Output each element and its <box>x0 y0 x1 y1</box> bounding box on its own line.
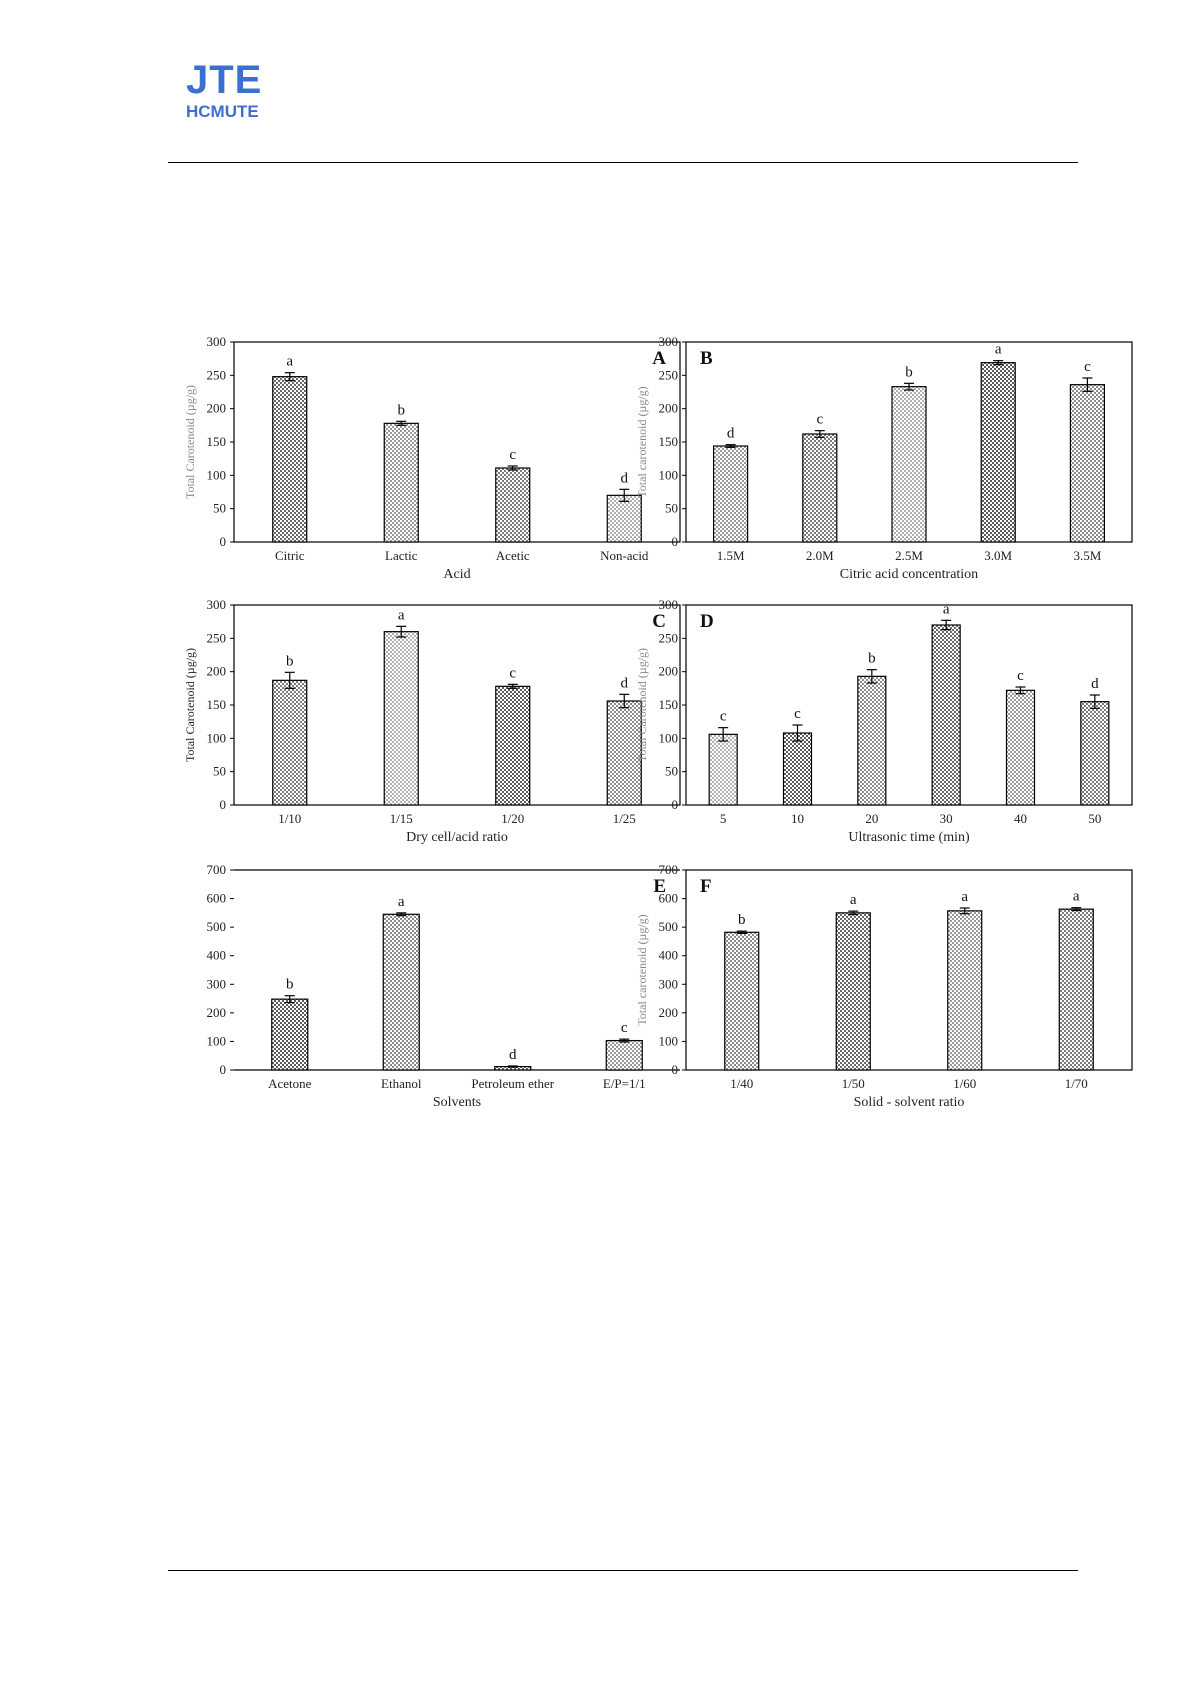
x-tick-label: Non-acid <box>600 548 649 563</box>
significance-letter: a <box>397 893 405 910</box>
bar <box>1081 702 1109 805</box>
y-tick-label: 0 <box>671 534 678 549</box>
y-tick-label: 100 <box>206 730 226 746</box>
significance-letter: d <box>1091 676 1099 692</box>
significance-letter: d <box>620 675 628 692</box>
logo-subtext: HCMUTE <box>186 102 259 121</box>
x-tick-label: 1/20 <box>501 811 525 826</box>
x-axis-label: Dry cell/acid ratio <box>406 830 508 845</box>
bar <box>384 632 418 805</box>
header-rule <box>168 162 1078 163</box>
panel-label: F <box>700 876 712 897</box>
x-tick-label: 1/50 <box>841 1076 865 1091</box>
y-tick-label: 100 <box>206 1033 226 1049</box>
chart-d-svg <box>632 593 1152 871</box>
y-axis-label: Total Carotenoid (µg/g) <box>183 384 197 500</box>
journal-logo <box>186 60 296 122</box>
y-tick-label: 150 <box>658 697 678 712</box>
y-tick-label: 200 <box>206 400 226 416</box>
x-tick-label: Lactic <box>385 548 418 563</box>
bar <box>1070 385 1104 542</box>
bar <box>709 734 737 805</box>
x-tick-label: 1/40 <box>730 1076 754 1091</box>
bar <box>784 733 812 805</box>
x-tick-label: Acetic <box>495 548 530 563</box>
significance-letter: a <box>849 892 857 909</box>
bar <box>948 911 982 1070</box>
significance-letter: d <box>509 1047 517 1063</box>
bar <box>383 914 419 1070</box>
significance-letter: b <box>286 653 294 670</box>
x-tick-label: 1/15 <box>389 811 413 826</box>
y-tick-label: 0 <box>671 1062 678 1077</box>
x-axis-label: Ultrasonic time (min) <box>848 830 970 845</box>
y-tick-label: 100 <box>658 467 678 483</box>
significance-letter: c <box>509 447 517 463</box>
y-tick-label: 100 <box>658 730 678 746</box>
y-axis-label: Total carotenoid (µg/g) <box>635 914 649 1026</box>
x-tick-label: Ethanol <box>381 1076 422 1091</box>
y-axis-label: Total Carotenoid (µg/g) <box>183 647 197 763</box>
x-tick-label: 1/25 <box>612 811 636 826</box>
y-tick-label: 600 <box>658 890 678 906</box>
bar <box>384 423 418 542</box>
chart-b-svg <box>632 330 1152 608</box>
significance-letter: c <box>1017 668 1024 684</box>
footer-rule <box>168 1570 1078 1571</box>
x-tick-label: Petroleum ether <box>471 1076 555 1091</box>
bar <box>1007 690 1035 805</box>
significance-letter: c <box>1084 359 1091 375</box>
x-tick-label: 3.5M <box>1073 548 1102 563</box>
y-tick-label: 200 <box>206 663 226 679</box>
x-tick-label: 30 <box>939 811 953 826</box>
chart-f-svg <box>632 858 1152 1136</box>
y-tick-label: 700 <box>206 862 226 877</box>
chart-c-svg <box>180 593 700 871</box>
chart-panel-b <box>632 330 1152 608</box>
bar <box>981 363 1015 542</box>
x-axis-label: Citric acid concentration <box>839 567 979 582</box>
x-tick-label: 5 <box>719 811 727 826</box>
y-tick-label: 300 <box>658 334 678 349</box>
y-tick-label: 150 <box>206 697 226 712</box>
x-tick-label: 1/10 <box>278 811 302 826</box>
y-tick-label: 200 <box>206 1004 226 1020</box>
chart-panel-e <box>180 858 700 1136</box>
bar <box>273 377 307 542</box>
x-tick-label: 10 <box>791 811 804 826</box>
bar <box>496 686 530 805</box>
plot-frame <box>686 605 1132 805</box>
chart-panel-c <box>180 593 700 871</box>
x-tick-label: Acetone <box>268 1076 312 1091</box>
y-tick-label: 150 <box>658 434 678 449</box>
y-tick-label: 0 <box>671 797 678 812</box>
y-tick-label: 300 <box>206 334 226 349</box>
y-tick-label: 300 <box>206 976 226 992</box>
x-tick-label: 1.5M <box>716 548 745 563</box>
bar <box>932 625 960 805</box>
y-axis-label: Total Carotenoid (µg/g) <box>635 647 649 763</box>
significance-letter: b <box>905 364 913 381</box>
panel-label: C <box>652 611 666 632</box>
significance-letter: d <box>726 425 735 442</box>
significance-letter: c <box>794 706 801 722</box>
x-axis-label: Solid - solvent ratio <box>853 1095 965 1110</box>
significance-letter: c <box>620 1020 628 1037</box>
x-tick-label: 2.5M <box>895 548 923 563</box>
y-tick-label: 400 <box>206 947 226 963</box>
x-tick-label: Citric <box>274 548 305 563</box>
y-tick-label: 500 <box>658 919 678 935</box>
y-tick-label: 200 <box>658 1004 678 1020</box>
y-tick-label: 100 <box>206 467 226 483</box>
y-tick-label: 250 <box>206 630 226 646</box>
x-tick-label: E/P=1/1 <box>602 1076 646 1091</box>
significance-letter: a <box>994 341 1002 358</box>
x-tick-label: 3.0M <box>984 548 1013 563</box>
significance-letter: a <box>961 889 969 905</box>
chart-e-svg <box>180 858 700 1136</box>
y-tick-label: 250 <box>658 630 678 646</box>
chart-panel-a <box>180 330 700 608</box>
y-tick-label: 250 <box>658 367 678 383</box>
significance-letter: c <box>816 411 824 428</box>
bar <box>273 680 307 805</box>
x-tick-label: 20 <box>865 811 879 826</box>
y-tick-label: 600 <box>206 890 226 906</box>
y-tick-label: 400 <box>658 947 678 963</box>
significance-letter: a <box>942 601 950 618</box>
y-tick-label: 100 <box>658 1033 678 1049</box>
y-tick-label: 200 <box>658 663 678 679</box>
y-tick-label: 0 <box>219 1062 226 1077</box>
y-tick-label: 150 <box>206 434 226 449</box>
x-tick-label: 50 <box>1088 811 1102 826</box>
significance-letter: b <box>738 912 746 929</box>
chart-a-svg <box>180 330 700 608</box>
significance-letter: a <box>1072 888 1080 905</box>
significance-letter: c <box>509 665 517 682</box>
y-tick-label: 50 <box>665 500 678 516</box>
x-tick-label: 40 <box>1014 811 1027 826</box>
bar <box>725 932 759 1070</box>
significance-letter: c <box>719 708 727 725</box>
y-tick-label: 0 <box>219 797 226 812</box>
significance-letter: a <box>286 353 294 370</box>
panel-label: E <box>653 876 666 897</box>
y-tick-label: 200 <box>658 400 678 416</box>
y-tick-label: 500 <box>206 919 226 935</box>
y-tick-label: 0 <box>219 534 226 549</box>
bar <box>836 913 870 1070</box>
x-tick-label: 1/70 <box>1064 1076 1088 1091</box>
bar <box>892 387 926 542</box>
significance-letter: b <box>868 650 876 667</box>
bar <box>272 999 308 1070</box>
panel-label: B <box>700 348 713 369</box>
logo-text: JTE <box>186 58 263 102</box>
y-tick-label: 300 <box>658 976 678 992</box>
x-tick-label: 1/60 <box>953 1076 977 1091</box>
y-tick-label: 300 <box>658 597 678 612</box>
panel-label: D <box>700 611 714 632</box>
chart-panel-f <box>632 858 1152 1136</box>
x-axis-label: Solvents <box>432 1095 482 1110</box>
y-axis-label: Total carotenoid (µg/g) <box>635 386 649 498</box>
significance-letter: b <box>286 976 294 993</box>
bar <box>1059 909 1093 1070</box>
y-tick-label: 700 <box>658 862 678 877</box>
y-tick-label: 50 <box>665 763 678 779</box>
y-tick-label: 50 <box>213 763 226 779</box>
x-axis-label: Acid <box>443 567 471 582</box>
y-tick-label: 300 <box>206 597 226 612</box>
y-tick-label: 250 <box>206 367 226 383</box>
significance-letter: b <box>397 402 405 419</box>
y-tick-label: 50 <box>213 500 226 516</box>
x-tick-label: 2.0M <box>805 548 834 563</box>
bar <box>858 676 886 805</box>
bar <box>803 434 837 542</box>
bar <box>714 446 748 542</box>
significance-letter: a <box>397 607 405 624</box>
chart-panel-d <box>632 593 1152 871</box>
bar <box>496 468 530 542</box>
panel-label: A <box>652 348 666 369</box>
significance-letter: d <box>620 470 628 487</box>
